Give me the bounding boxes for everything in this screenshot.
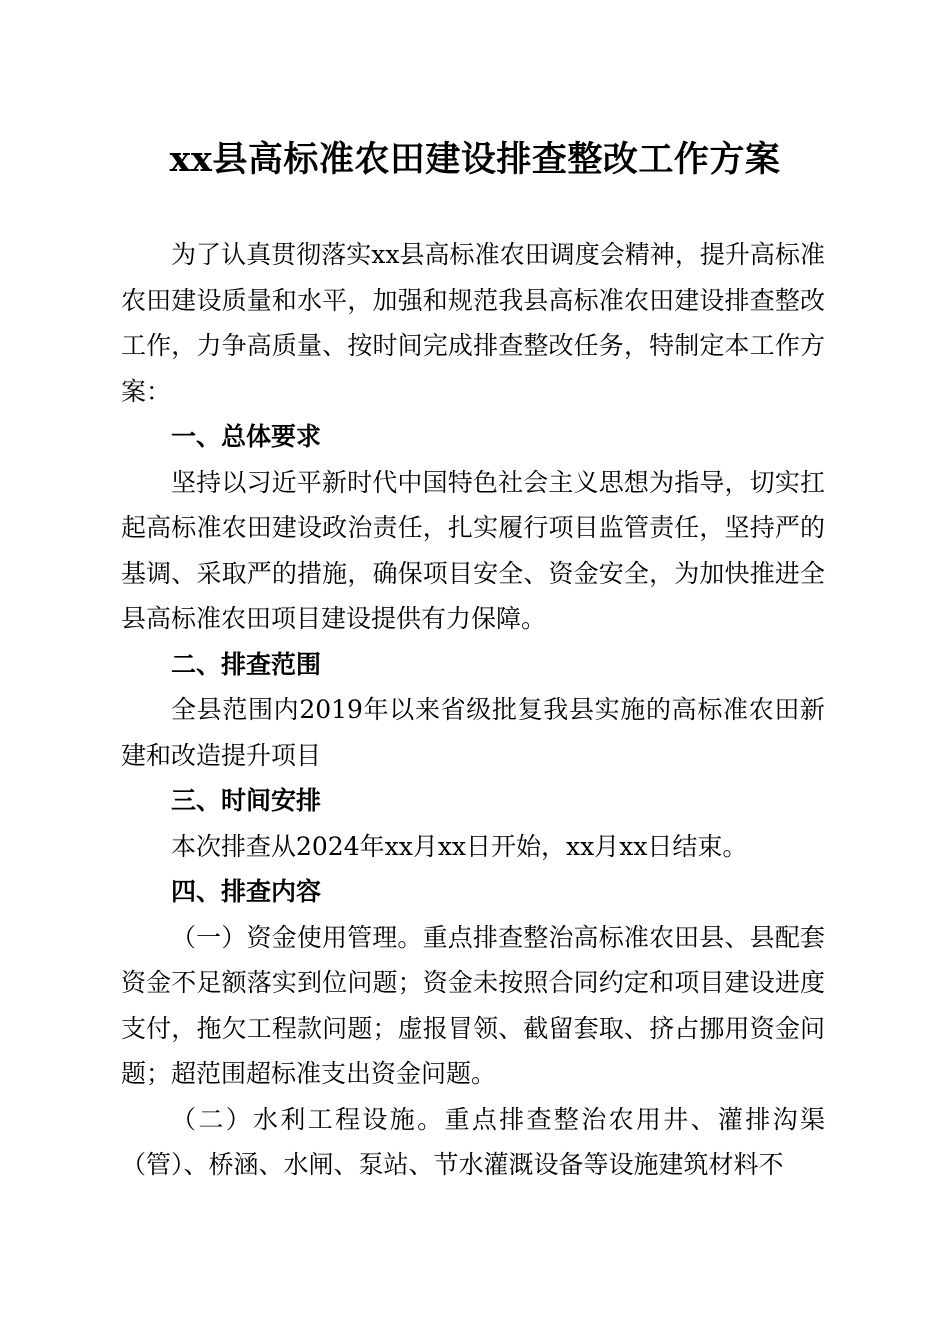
section-heading-inspection-content: 四、排查内容 [171,877,322,906]
section-paragraph-schedule: 本次排查从2024年xx月xx日开始，xx月xx日结束。 [171,831,748,861]
document-body [121,232,825,1188]
content-item-text: 重点排查整治高标准农田县、县配套资金不足额落实到位问题；资金未按照合同约定和项目建设进度支付，拖欠工程款问题；虚报冒领、截留套取、挤占挪用资金问题；超范围超标准支出资金问题。 [121,922,825,1088]
section-heading-schedule: 三、时间安排 [171,786,322,815]
document-title: xx县高标准农田建设排查整改工作方案 [169,139,781,180]
content-item-lead: （一）资金使用管理。 [171,922,423,952]
content-item-funds [121,915,825,1097]
section-paragraph-overall-requirements: 坚持以习近平新时代中国特色社会主义思想为指导，切实扛起高标准农田建设政治责任，扎实履行项目监管责任，坚持严的基调、采取严的措施，确保项目安全、资金安全，为加快推进全县高标准农田项目建设提供有力保障。 [121,467,825,633]
section-heading-inspection-scope: 二、排查范围 [171,649,322,679]
content-item-lead: （二）水利工程设施。 [171,1104,445,1134]
section-heading-overall-requirements: 一、总体要求 [171,422,322,451]
content-item-text: 重点排查整治农用井、灌排沟渠（管）、桥涵、水闸、泵站、节水灌溉设备等设施建筑材料不 [121,1104,825,1179]
intro-paragraph: 为了认真贯彻落实xx县高标准农田调度会精神，提升高标准农田建设质量和水平，加强和规范我县高标准农田建设排查整改工作，力争高质量、按时间完成排查整改任务，特制定本工作方案： [121,240,825,406]
content-item-water-works [121,1097,825,1188]
section-paragraph-inspection-scope: 全县范围内2019年以来省级批复我县实施的高标准农田新建和改造提升项目 [121,695,825,770]
